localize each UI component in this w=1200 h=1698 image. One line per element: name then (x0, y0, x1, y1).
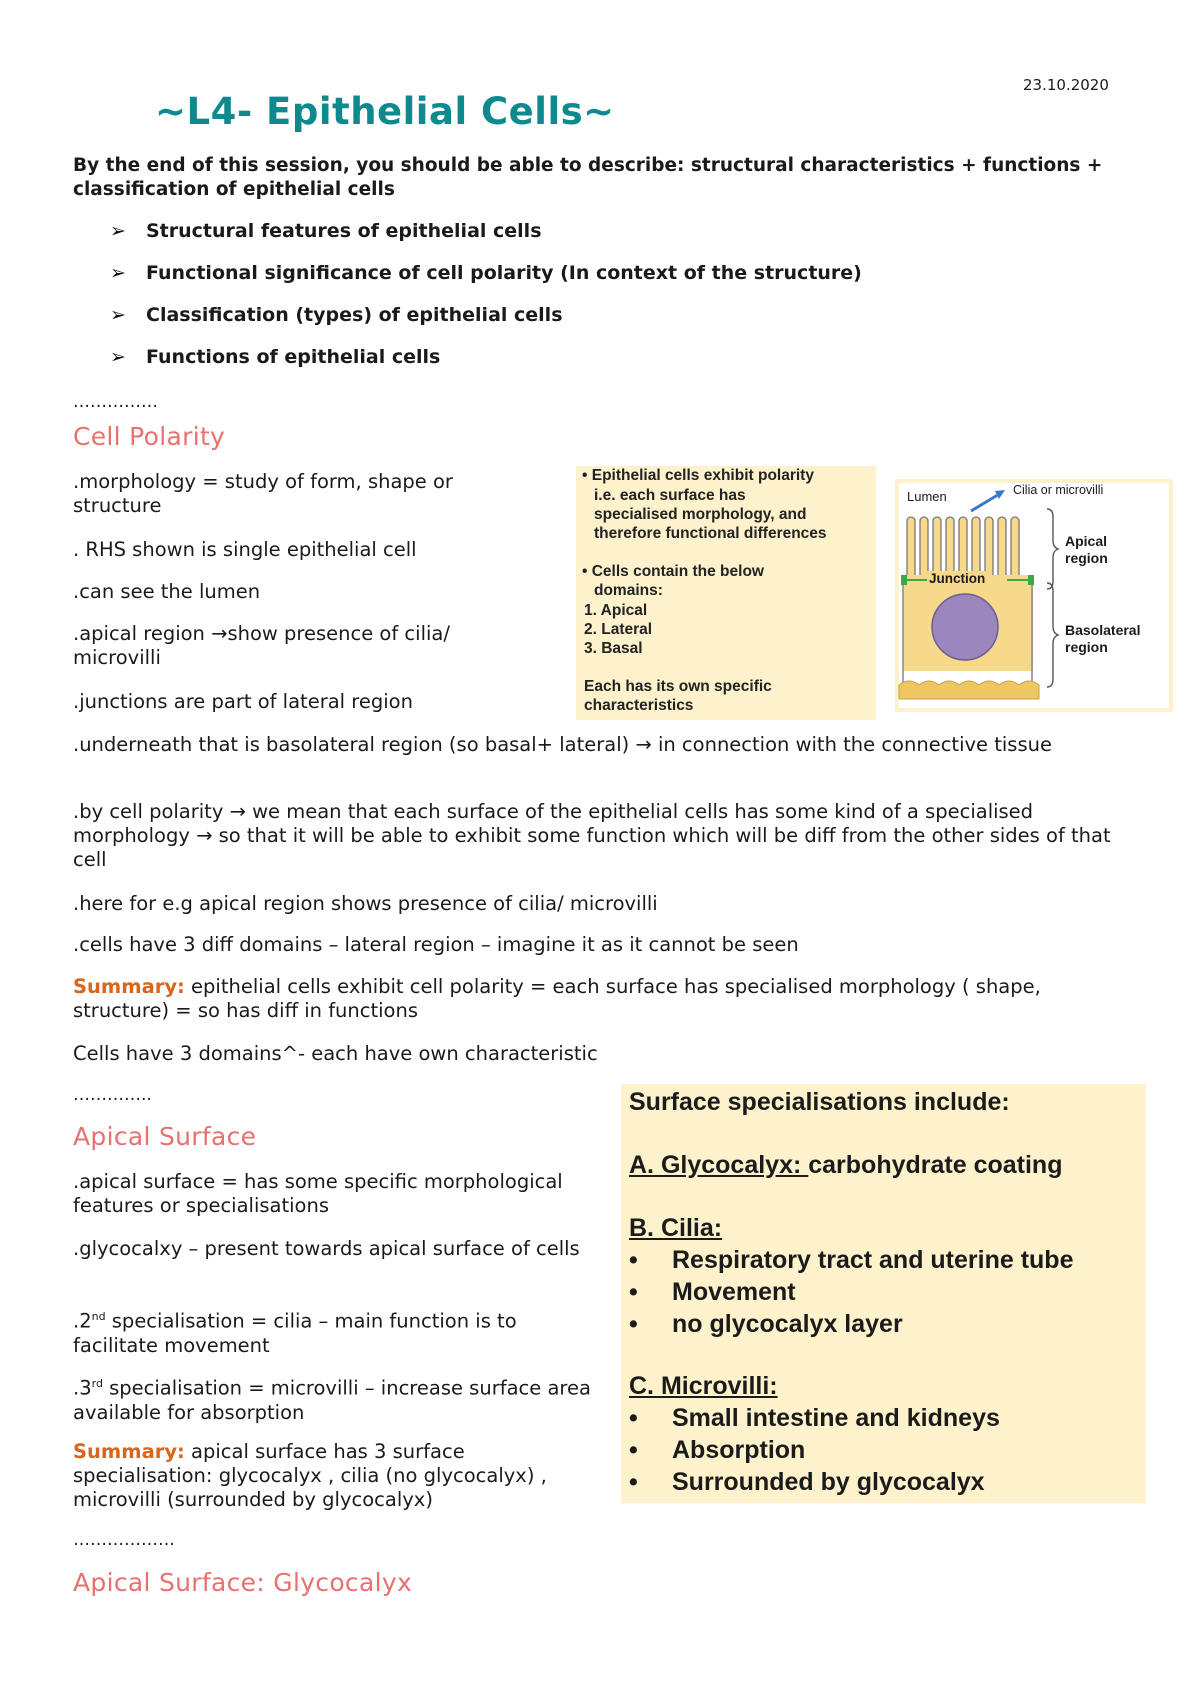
microvilli-group (907, 517, 1019, 575)
junction-label: Junction (929, 571, 986, 586)
box-title: Surface specialisations include: (629, 1088, 1010, 1116)
basement-membrane (899, 681, 1039, 699)
polarity-line: .morphology = study of form, shape or structure (73, 470, 453, 517)
microvillus (946, 517, 954, 575)
cell-polarity-heading: Cell Polarity (73, 422, 226, 451)
list-item: • Absorption (629, 1436, 806, 1464)
microvillus (972, 517, 980, 575)
polarity-line: .can see the lumen (73, 580, 261, 603)
apical-region-label: Apical region (1065, 533, 1108, 566)
apical-line: .apical surface = has some specific morphological features or specialisations (73, 1170, 563, 1217)
polarity-line: .junctions are part of lateral region (73, 690, 413, 713)
apical-surface-heading: Apical Surface (73, 1122, 257, 1151)
cilia-label: Cilia or microvilli (1013, 483, 1104, 497)
arrow-bullet-icon: ➢ (110, 220, 126, 242)
list-item: • no glycocalyx layer (629, 1310, 903, 1338)
polarity-line: .here for e.g apical region shows presence of cilia/ microvilli (73, 892, 658, 915)
microvillus (907, 517, 915, 575)
list-item: ➢ Structural features of epithelial cells (110, 220, 542, 242)
microvillus (920, 517, 928, 575)
arrow-bullet-icon: ➢ (110, 346, 126, 368)
epithelial-cell-diagram (895, 479, 1173, 712)
cilia-list (629, 1246, 1129, 1342)
list-item: • Respiratory tract and uterine tube (629, 1246, 1074, 1274)
objectives-list (110, 220, 862, 388)
polarity-line: . RHS shown is single epithelial cell (73, 538, 417, 561)
polarity-extra: Cells have 3 domains^- each have own characteristic (73, 1042, 598, 1065)
glycocalyx-heading: Apical Surface: Glycocalyx (73, 1568, 413, 1597)
microvillus (1011, 517, 1019, 575)
lumen-label: Lumen (907, 489, 947, 504)
microvillus (959, 517, 967, 575)
polarity-line: .cells have 3 diff domains – lateral region – imagine it as it cannot be seen (73, 933, 799, 956)
polarity-summary: Summary: epithelial cells exhibit cell polarity = each surface has specialised morphology ( shape, structure) = so has diff in functions (73, 975, 1041, 1022)
list-item: • Small intestine and kidneys (629, 1404, 1000, 1432)
microvilli-list (629, 1404, 1129, 1500)
polarity-info-box: • Epithelial cells exhibit polarity i.e. each surface has specialised morphology, and therefore functional differences • Cells contain the below domains: 1. Apical 2. Lateral 3. Basal Each has its own specific characteristics (576, 466, 876, 720)
list-item: ➢ Functions of epithelial cells (110, 346, 441, 368)
cilia-label: B. Cilia: (629, 1214, 723, 1242)
list-item: • Movement (629, 1278, 796, 1306)
list-item: ➢ Functional significance of cell polarity (In context of the structure) (110, 262, 862, 284)
surface-specialisations-box (621, 1084, 1146, 1503)
microvillus (933, 517, 941, 575)
microvillus (998, 517, 1006, 575)
apical-line: .2nd specialisation = cilia – main function is to facilitate movement (73, 1309, 517, 1357)
nucleus (932, 594, 998, 660)
page-title: ~L4- Epithelial Cells~ (155, 90, 615, 133)
section-divider: ……………… (73, 1530, 175, 1550)
cell-diagram-svg (895, 479, 1173, 712)
basolateral-region-label: Basolateral region (1065, 622, 1141, 655)
microvillus (985, 517, 993, 575)
apical-line: .3rd specialisation = microvilli – increase surface area available for absorption (73, 1376, 591, 1424)
arrow-bullet-icon: ➢ (110, 304, 126, 326)
polarity-line: .by cell polarity → we mean that each surface of the epithelial cells has some kind of a specialised morphology → so that it will be able to exhibit some function which will be diff from the other sides of that cell (73, 800, 1111, 871)
intro-paragraph: By the end of this session, you should be able to describe: structural characteristics + functions + classification of epithelial cells (73, 155, 1103, 200)
section-divider: …………… (73, 392, 158, 412)
list-item: • Surrounded by glycocalyx (629, 1468, 985, 1496)
arrow-bullet-icon: ➢ (110, 262, 126, 284)
list-item: ➢ Classification (types) of epithelial cells (110, 304, 563, 326)
glycocalyx-line: A. Glycocalyx: carbohydrate coating (629, 1151, 1063, 1179)
microvilli-label: C. Microvilli: (629, 1372, 778, 1400)
polarity-line: .underneath that is basolateral region (so basal+ lateral) → in connection with the connective tissue (73, 733, 1052, 756)
apical-line: .glycocalxy – present towards apical surface of cells (73, 1237, 580, 1260)
polarity-line: .apical region →show presence of cilia/ microvilli (73, 622, 450, 669)
apical-summary: Summary: apical surface has 3 surface specialisation: glycocalyx , cilia (no glycocalyx) , microvilli (surrounded by glycocalyx) (73, 1440, 547, 1511)
section-divider: ………….. (73, 1085, 152, 1105)
document-date: 23.10.2020 (1023, 76, 1109, 94)
